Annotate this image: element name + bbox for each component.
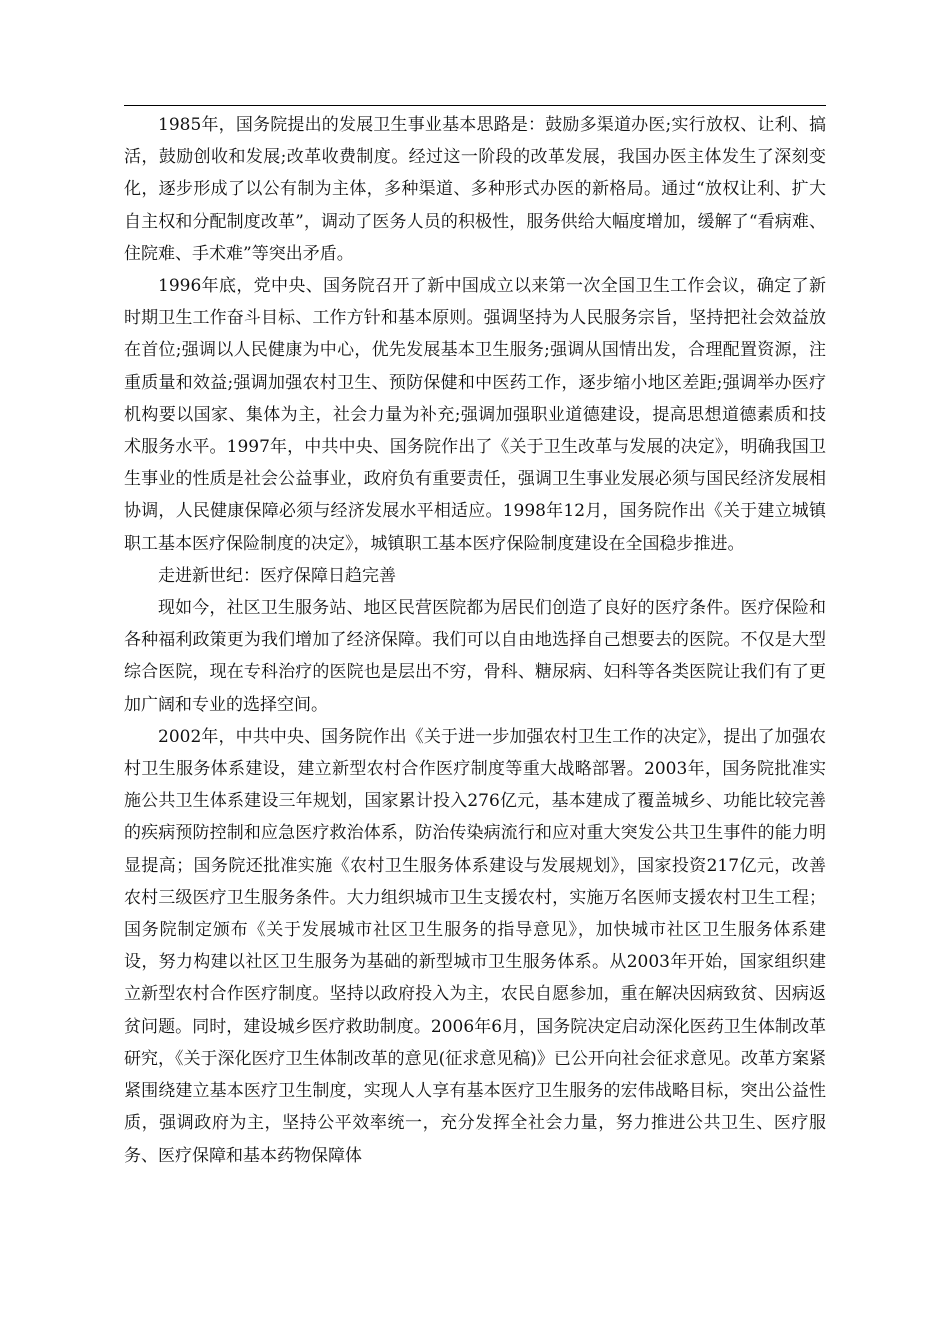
paragraph-2002-rural-health: 2002年，中共中央、国务院作出《关于进一步加强农村卫生工作的决定》，提出了加强农村卫生服务体系建设，建立新型农村合作医疗制度等重大战略部署。2003年，国务院批准实施公共卫生体系建设三年规划，国家累计投入276亿元，基本建成了覆盖城乡、功能比较完善的疾病预防控制和应急医疗救治体系，防治传染病流行和应对重大突发公共卫生事件的能力明显提高；国务院还批准实施《农村卫生服务体系建设与发展规划》，国家投资217亿元，改善农村三级医疗卫生服务条件。大力组织城市卫生支援农村，实施万名医师支援农村卫生工程；国务院制定颁布《关于发展城市社区卫生服务的指导意见》，加快城市社区卫生服务体系建设，努力构建以社区卫生服务为基础的新型城市卫生服务体系。从2003年开始，国家组织建立新型农村合作医疗制度。坚持以政府投入为主，农民自愿参加，重在解决因病致贫、因病返贫问题。同时，建设城乡医疗救助制度。2006年6月，国务院决定启动深化医药卫生体制改革研究，《关于深化医疗卫生体制改革的意见(征求意见稿)》已公开向社会征求意见。改革方案紧紧围绕建立基本医疗卫生制度，实现人人享有基本医疗卫生服务的宏伟战略目标，突出公益性质，强调政府为主，坚持公平效率统一，充分发挥全社会力量，努力推进公共卫生、医疗服务、医疗保障和基本药物保障体 (124, 726, 826, 1166)
paragraph-1985-reform: 1985年，国务院提出的发展卫生事业基本思路是：鼓励多渠道办医;实行放权、让利、搞活，鼓励创收和发展;改革收费制度。经过这一阶段的改革发展，我国办医主体发生了深刻变化，逐步形成了以公有制为主体，多种渠道、多种形式办医的新格局。通过“放权让利、扩大自主权和分配制度改革”，调动了医务人员的积极性，服务供给大幅度增加，缓解了“看病难、住院难、手术难”等突出矛盾。 (124, 115, 826, 264)
document-body (124, 109, 826, 1172)
paragraph-present-day: 现如今，社区卫生服务站、地区民营医院都为居民们创造了良好的医疗条件。医疗保险和各种福利政策更为我们增加了经济保障。我们可以自由地选择自己想要去的医院。不仅是大型综合医院，现在专科治疗的医院也是层出不穷，骨科、糖尿病、妇科等各类医院让我们有了更加广阔和专业的选择空间。 (124, 598, 826, 715)
section-heading-new-century: 走进新世纪：医疗保障日趋完善 (158, 565, 396, 586)
paragraph-1996-conference: 1996年底，党中央、国务院召开了新中国成立以来第一次全国卫生工作会议，确定了新时期卫生工作奋斗目标、工作方针和基本原则。强调坚持为人民服务宗旨，坚持把社会效益放在首位;强调以人民健康为中心，优先发展基本卫生服务;强调从国情出发，合理配置资源，注重质量和效益;强调加强农村卫生、预防保健和中医药工作，逐步缩小地区差距;强调举办医疗机构要以国家、集体为主，社会力量为补充;强调加强职业道德建设，提高思想道德素质和技术服务水平。1997年，中共中央、国务院作出了《关于卫生改革与发展的决定》，明确我国卫生事业的性质是社会公益事业，政府负有重要责任，强调卫生事业发展必须与国民经济发展相协调，人民健康保障必须与经济发展水平相适应。1998年12月，国务院作出《关于建立城镇职工基本医疗保险制度的决定》，城镇职工基本医疗保险制度建设在全国稳步推进。 (124, 276, 826, 554)
header-rule (124, 105, 826, 106)
